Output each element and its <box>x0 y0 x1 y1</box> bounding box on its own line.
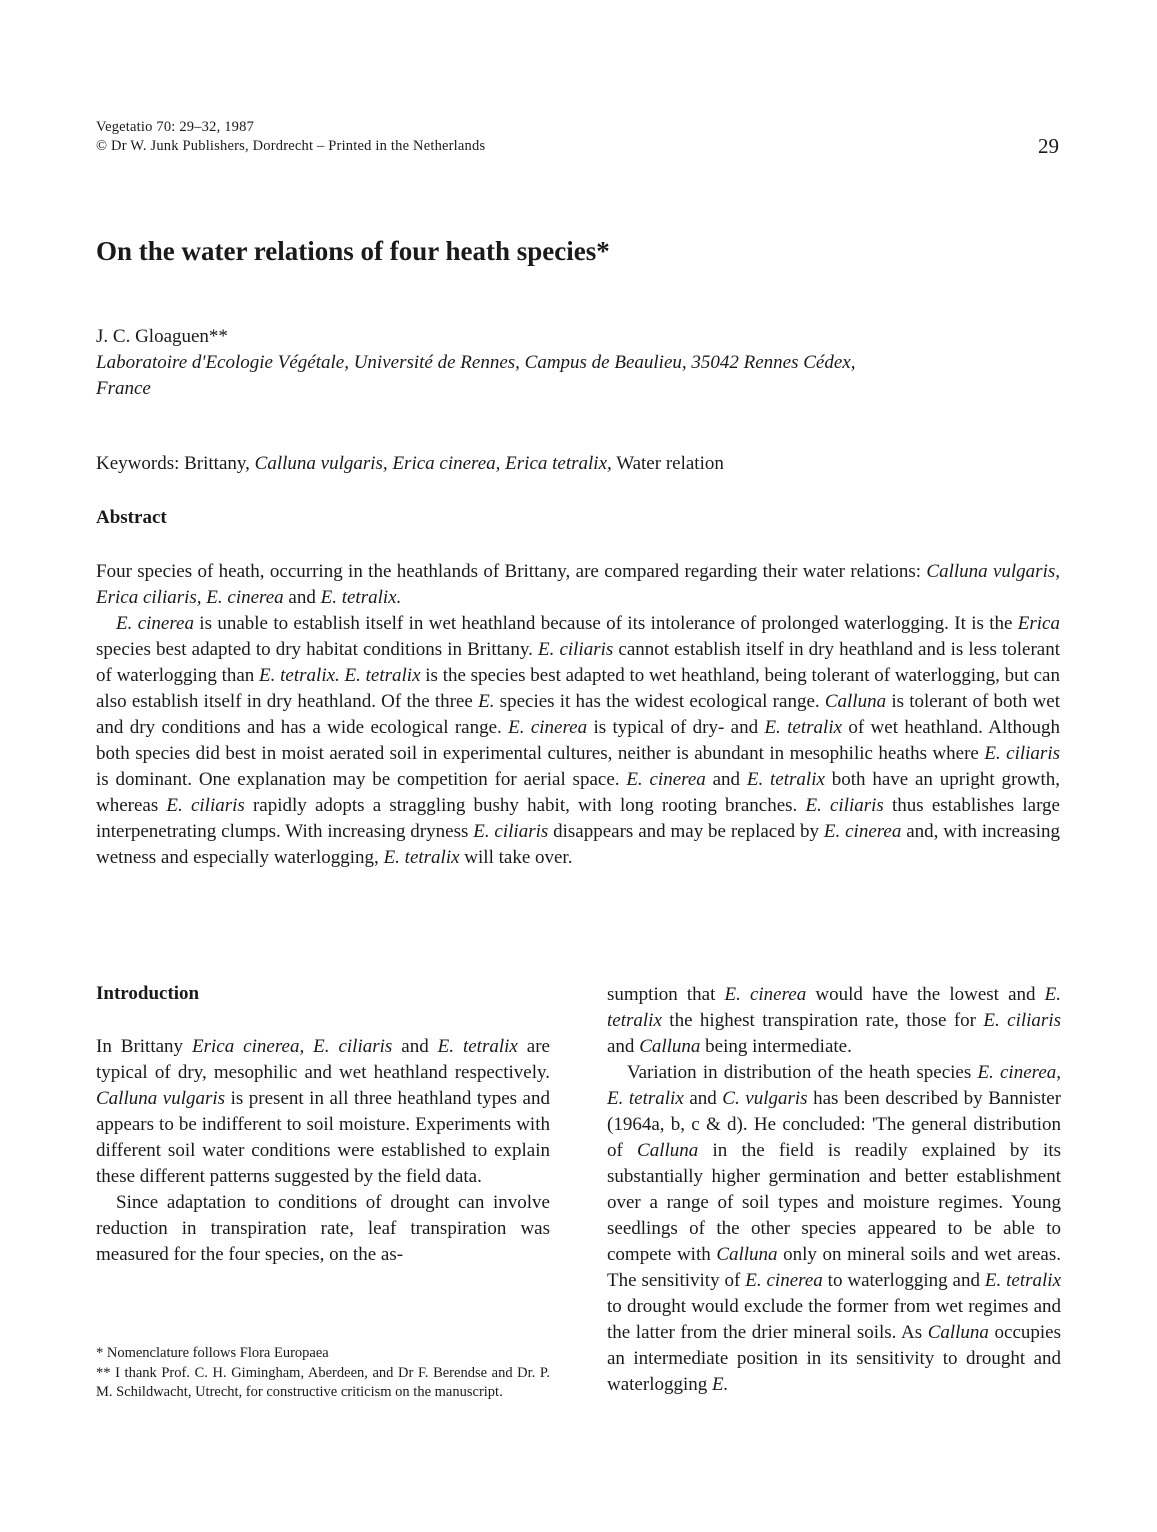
intro-paragraph <box>96 1034 550 1190</box>
text-run: to drought would exclude the former from wet regimes and the latter from the drier mineral soils. As <box>607 1296 1061 1343</box>
species-name: E. cinerea <box>724 984 807 1005</box>
species-name: Calluna <box>927 1322 989 1343</box>
intro-paragraph: Since adaptation to conditions of drought can involve reduction in transpiration rate, leaf transpiration was measured for the four species, on the as- <box>96 1192 550 1265</box>
species-name: Calluna <box>716 1244 778 1265</box>
abstract-heading: Abstract <box>96 507 167 528</box>
footnotes <box>96 1344 550 1403</box>
species-name: E. cinerea, E. tetralix <box>607 1062 1062 1109</box>
species-name: E. cinerea <box>626 769 706 790</box>
species-name: E. ciliaris <box>805 795 884 816</box>
text-run: and <box>392 1036 438 1057</box>
publisher-line: © Dr W. Junk Publishers, Dordrecht – Printed in the Netherlands <box>96 138 486 154</box>
text-run: is dominant. One explanation may be competition for aerial space. <box>96 769 627 790</box>
text-run: occupies an intermediate position in its sensitivity to drought and waterlogging <box>607 1322 1061 1395</box>
species-name: E. cinerea <box>508 717 588 738</box>
keywords-label: Keywords: Brittany, <box>96 453 255 474</box>
text-run: species best adapted to dry habitat conditions in Brittany. <box>96 639 538 660</box>
species-name: E. <box>478 691 495 712</box>
body-paragraph <box>607 982 1061 1060</box>
species-name: E. ciliaris <box>166 795 245 816</box>
keyword-rest: Water relation <box>616 453 724 474</box>
text-run: is typical of dry- and <box>587 717 765 738</box>
author-name: J. C. Gloaguen** <box>96 326 228 347</box>
text-run: and <box>705 769 747 790</box>
left-column <box>96 1034 550 1268</box>
text-run: the highest transpiration rate, those for <box>661 1010 984 1031</box>
text-run: and, with increasing wetness and especially waterlogging, <box>96 821 1060 868</box>
species-name: E. tetralix <box>984 1270 1062 1291</box>
text-run: are typical of dry, mesophilic and wet heathland respectively. <box>96 1036 550 1083</box>
text-run: of wet heathland. Although both species did best in moist aerated soil in experimental cultures, neither is abundant in mesophilic heaths where <box>96 717 1060 764</box>
abstract-paragraph <box>96 611 1060 871</box>
text-run: Four species of heath, occurring in the heathlands of Brittany, are compared regarding their water relations: <box>96 561 927 582</box>
species-name: Calluna vulgaris <box>96 1088 226 1109</box>
text-run: is tolerant of both wet and dry conditions and has a wide ecological range. <box>96 691 1060 738</box>
species-name: E. <box>712 1374 729 1395</box>
page-number: 29 <box>1038 134 1059 158</box>
keyword-cinerea: Erica cinerea, <box>392 453 501 474</box>
text-run: In Brittany <box>96 1036 193 1057</box>
keywords <box>96 453 724 475</box>
species-name: E. cinerea <box>745 1270 823 1291</box>
text-run: and <box>607 1036 640 1057</box>
species-name: Calluna <box>637 1140 699 1161</box>
text-run: thus establishes large interpenetrating clumps. With increasing dryness <box>96 795 1060 842</box>
text-run: would have the lowest and <box>806 984 1045 1005</box>
species-name: Calluna <box>824 691 887 712</box>
species-name: E. tetralix <box>437 1036 518 1057</box>
species-name: E. tetralix <box>607 984 1061 1031</box>
introduction-heading: Introduction <box>96 983 200 1004</box>
text-run: has been described by Bannister (1964a, b, c & d). He concluded: 'The general distribution of <box>607 1088 1062 1161</box>
text-run: rapidly adopts a straggling bushy habit, with long rooting branches. <box>244 795 806 816</box>
body-paragraph <box>607 1060 1061 1398</box>
text-run: only on mineral soils and wet areas. The sensitivity of <box>607 1244 1061 1291</box>
text-run: disappears and may be replaced by <box>548 821 824 842</box>
text-run: species it has the widest ecological range. <box>494 691 825 712</box>
right-column <box>607 982 1061 1398</box>
footnote-2: ** I thank Prof. C. H. Gimingham, Aberdeen, and Dr F. Berendse and Dr. P. M. Schildwacht, Utrecht, for constructive criticism on the manuscript. <box>96 1364 550 1400</box>
footnote-1: * Nomenclature follows Flora Europaea <box>96 1345 329 1361</box>
affiliation <box>96 350 1056 402</box>
affiliation-line-2: France <box>96 378 151 399</box>
text-run: is present in all three heathland types and appears to be indifferent to soil moisture. Experiments with different soil water conditions were established to explain these different patterns suggested by the field data. <box>96 1088 550 1187</box>
species-name: Calluna <box>639 1036 701 1057</box>
species-name: Erica cinerea, E. ciliaris <box>192 1036 393 1057</box>
keyword-calluna: Calluna vulgaris, <box>254 453 388 474</box>
text-run: to waterlogging and <box>822 1270 985 1291</box>
species-name: C. vulgaris <box>722 1088 808 1109</box>
species-name: E. ciliaris <box>983 1010 1061 1031</box>
paper-title: On the water relations of four heath species* <box>96 236 610 266</box>
text-run: will take over. <box>459 847 573 868</box>
keyword-tetralix: Erica tetralix, <box>505 453 612 474</box>
abstract-body <box>96 559 1060 871</box>
species-name: E. tetralix. <box>320 587 402 608</box>
species-name: Calluna vulgaris, Erica ciliaris, E. cinerea <box>96 561 1061 608</box>
species-name: E. tetralix. E. tetralix <box>259 665 421 686</box>
species-name: E. ciliaris <box>984 743 1060 764</box>
species-name: E. tetralix <box>383 847 460 868</box>
species-name: E. tetralix <box>746 769 825 790</box>
abstract-paragraph <box>96 559 1060 611</box>
text-run: is unable to establish itself in wet heathland because of its intolerance of prolonged waterlogging. It is the <box>193 613 1018 634</box>
text-run: sumption that <box>607 984 725 1005</box>
running-header <box>96 118 485 156</box>
text-run: in the field is readily explained by its substantially higher germination and better establishment over a range of soil types and moisture regimes. Young seedlings of the other species appeared to be able to compete with <box>607 1140 1062 1265</box>
text-run: is the species best adapted to wet heathland, being tolerant of waterlogging, but can also establish itself in dry heathland. Of the three <box>96 665 1060 712</box>
text-run: both have an upright growth, whereas <box>96 769 1061 816</box>
species-name: E. cinerea <box>116 613 194 634</box>
affiliation-line-1: Laboratoire d'Ecologie Végétale, Université de Rennes, Campus de Beaulieu, 35042 Rennes Cédex, <box>96 352 856 373</box>
species-name: Erica <box>1017 613 1060 634</box>
species-name: E. ciliaris <box>473 821 549 842</box>
journal-citation: Vegetatio 70: 29–32, 1987 <box>96 119 255 135</box>
species-name: E. tetralix <box>764 717 843 738</box>
text-run: being intermediate. <box>700 1036 852 1057</box>
species-name: E. ciliaris <box>537 639 614 660</box>
text-run: Variation in distribution of the heath species <box>627 1062 978 1083</box>
text-run: and <box>683 1088 723 1109</box>
species-name: E. cinerea <box>823 821 902 842</box>
text-run: cannot establish itself in dry heathland and is less tolerant of waterlogging than <box>96 639 1060 686</box>
text-run: and <box>283 587 321 608</box>
